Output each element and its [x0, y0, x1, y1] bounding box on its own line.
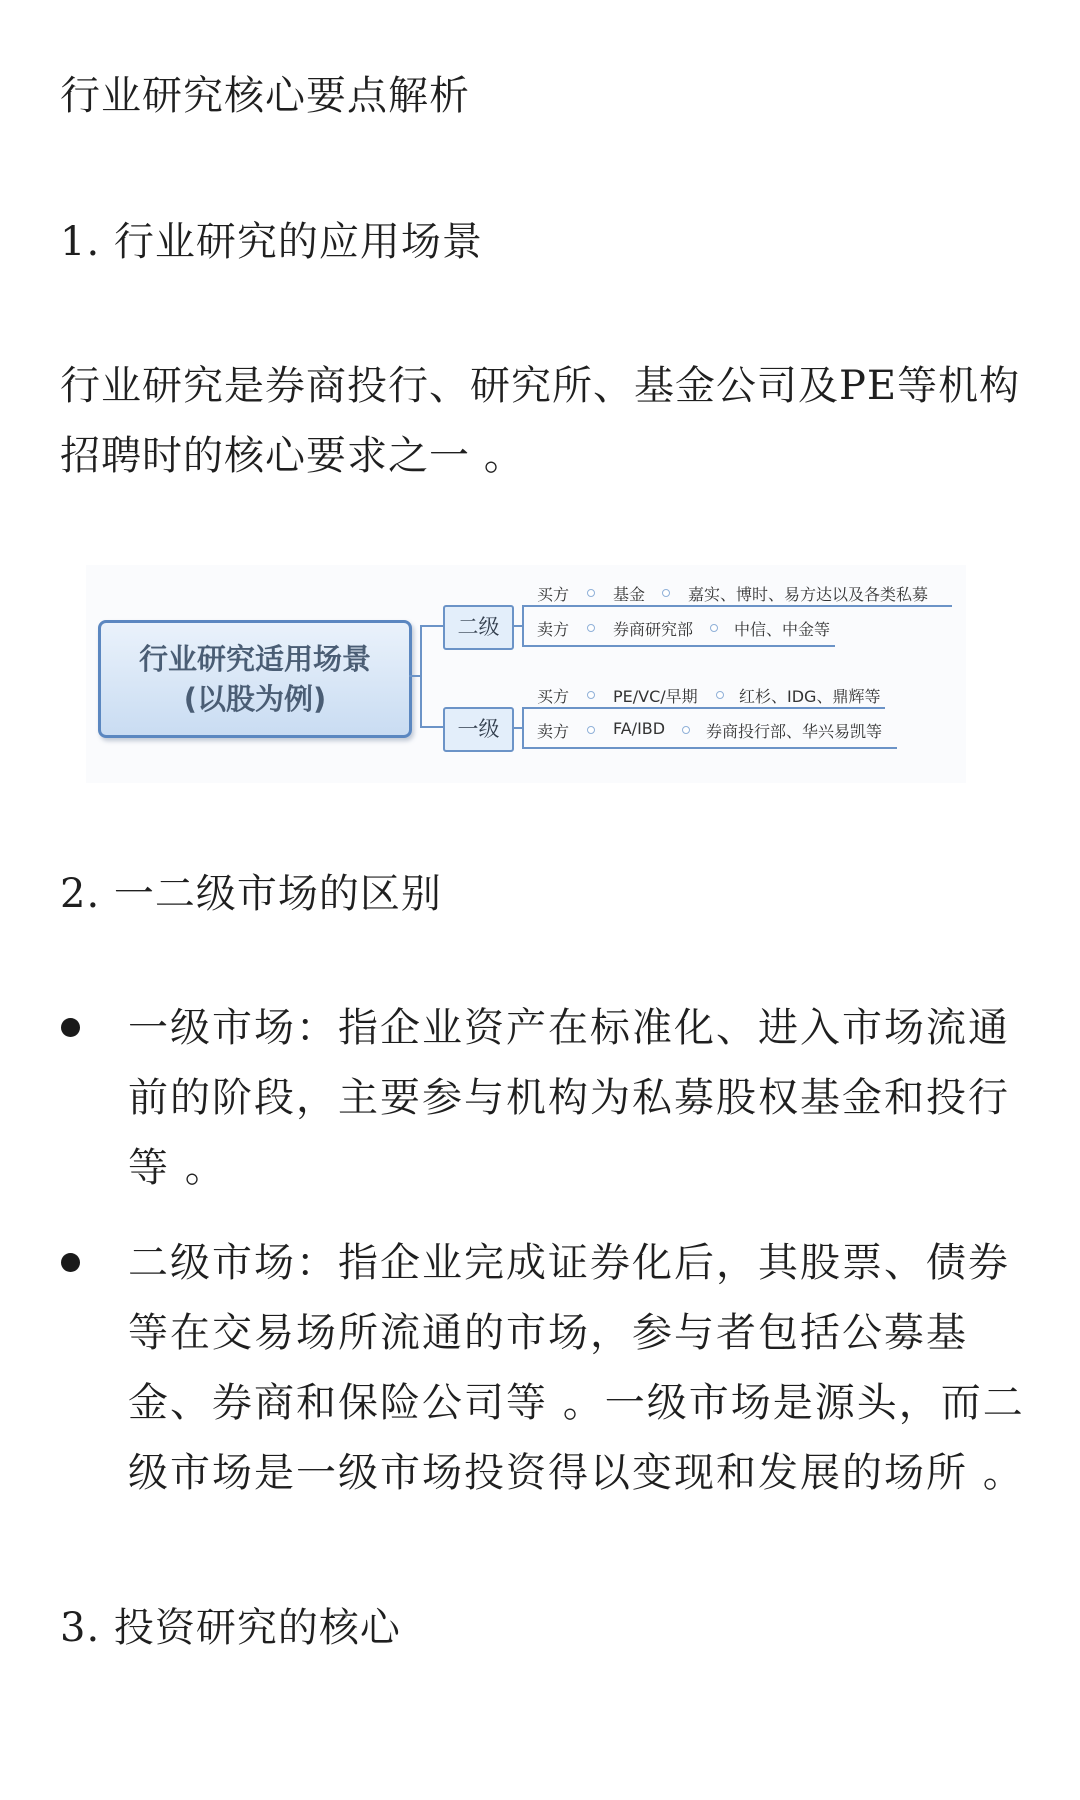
examples-label: 券商投行部、华兴易凯等 [706, 722, 883, 741]
bullet-line: 金、券商和保险公司等 。一级市场是源头，而二 [128, 1380, 1025, 1426]
side-label: 卖方 [537, 722, 570, 741]
section-3-heading: 3. 投资研究的核心 [60, 1605, 401, 1651]
org-label: 基金 [613, 585, 646, 604]
mind-map-figure [86, 565, 966, 783]
bullet-icon [61, 1253, 80, 1272]
examples-label: 红杉、IDG、鼎辉等 [739, 687, 881, 706]
side-label: 买方 [537, 687, 570, 706]
bullet-line: 级市场是一级市场投资得以变现和发展的场所 。 [128, 1450, 1025, 1496]
org-label: 券商研究部 [613, 620, 694, 639]
level-secondary-box: 二级 [443, 605, 514, 650]
paragraph-line: 招聘时的核心要求之一 。 [60, 433, 525, 479]
examples-label: 嘉实、博时、易方达以及各类私募 [688, 585, 929, 604]
org-label: PE/VC/早期 [613, 687, 698, 706]
root-subtitle: (以股为例) [183, 682, 327, 716]
examples-label: 中信、中金等 [734, 620, 831, 639]
section-2-heading: 2. 一二级市场的区别 [60, 871, 442, 917]
bullet-line: 一级市场：指企业资产在标准化、进入市场流通 [128, 1005, 1010, 1051]
mind-map-root [98, 620, 412, 738]
bullet-line: 二级市场：指企业完成证券化后，其股票、债券 [128, 1240, 1010, 1286]
root-title: 行业研究适用场景 [138, 642, 371, 676]
bullet-line: 前的阶段，主要参与机构为私募股权基金和投行 [128, 1075, 1010, 1121]
paragraph-line: 行业研究是券商投行、研究所、基金公司及PE等机构 [60, 363, 1021, 409]
org-label: FA/IBD [613, 719, 666, 738]
section-1-heading: 1. 行业研究的应用场景 [60, 219, 483, 265]
side-label: 买方 [537, 585, 570, 604]
bullet-line: 等 。 [128, 1145, 227, 1191]
bullet-icon [61, 1018, 80, 1037]
bullet-line: 等在交易场所流通的市场，参与者包括公募基 [128, 1310, 968, 1356]
level-primary-box: 一级 [443, 707, 514, 752]
page-title: 行业研究核心要点解析 [60, 73, 470, 119]
side-label: 卖方 [537, 620, 570, 639]
